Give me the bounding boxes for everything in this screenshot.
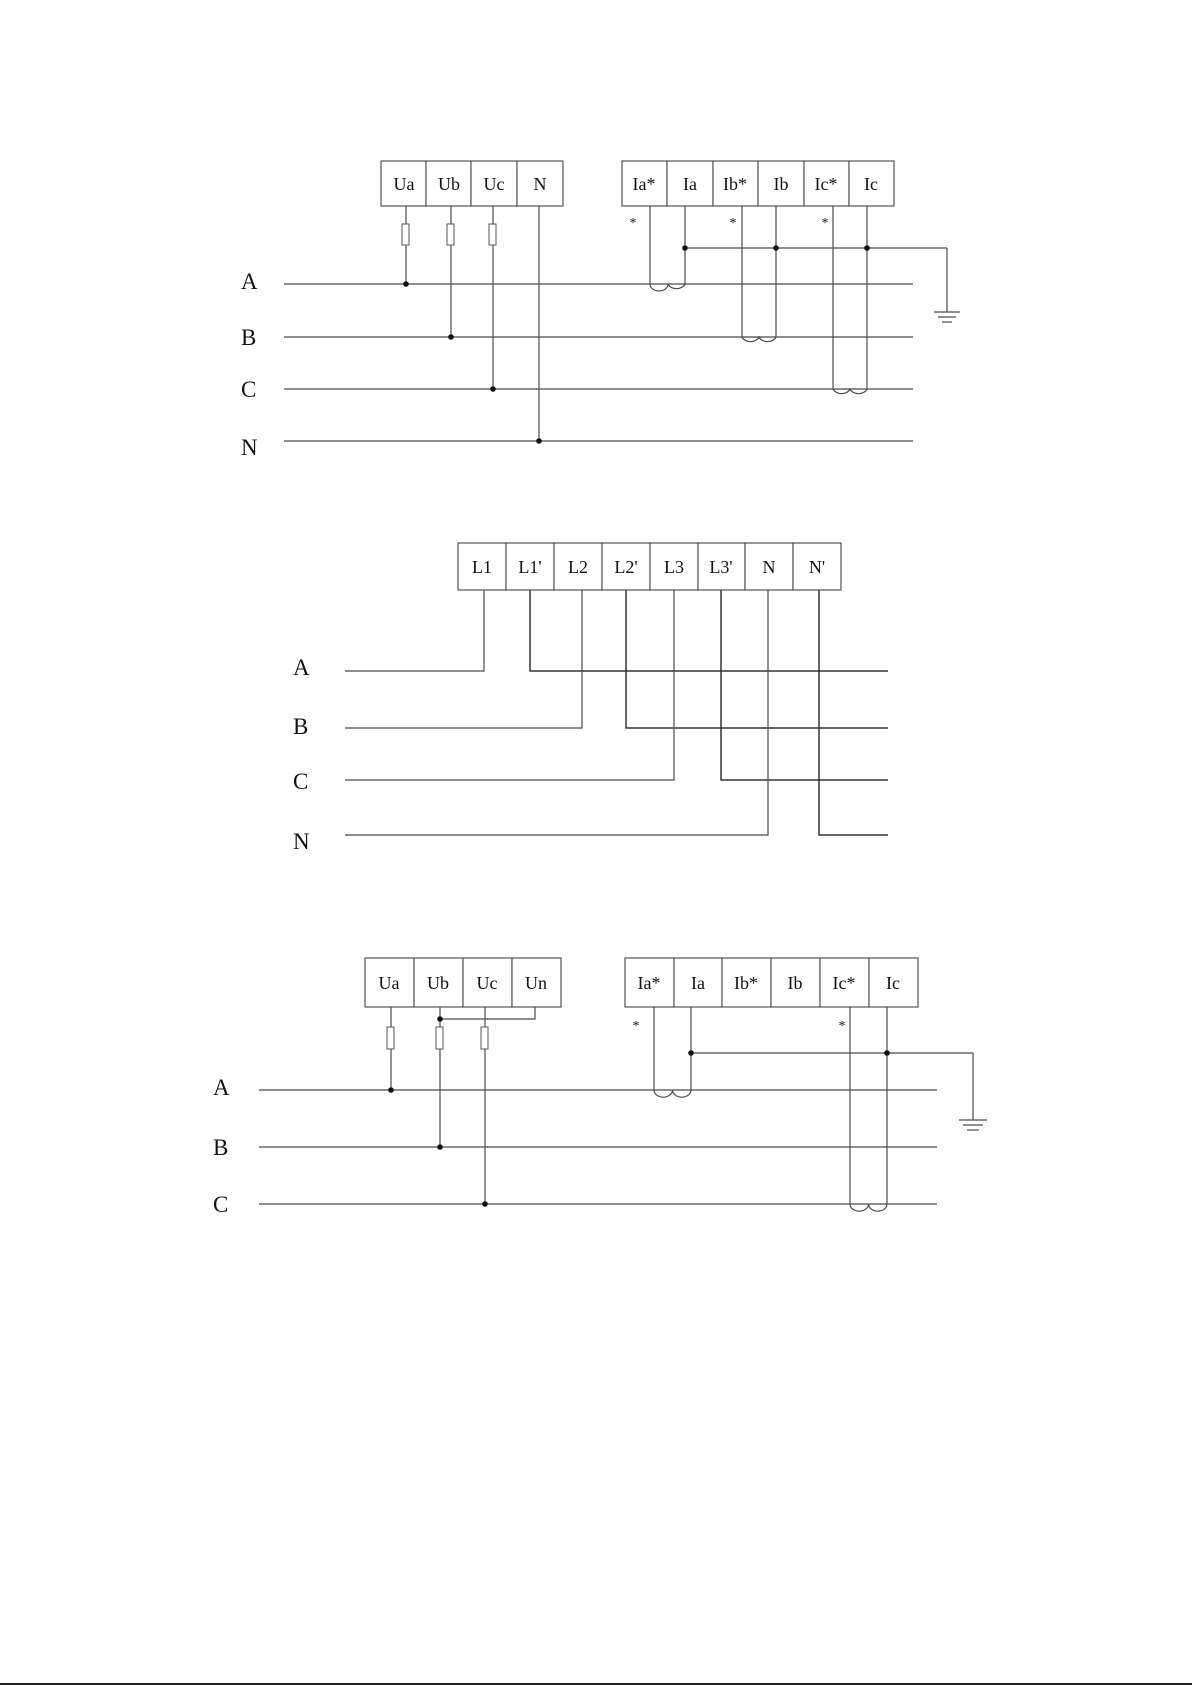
d1-line-label-c: C — [241, 377, 257, 402]
d3-terminal-label-un: Un — [525, 973, 547, 993]
d1-terminal-label-ib-star: Ib* — [723, 174, 747, 194]
d1-terminal-label-ic: Ic — [864, 174, 878, 194]
d1-terminal-label-ia-star: Ia* — [632, 174, 656, 194]
d1-fuse-icon — [447, 224, 454, 245]
d3-terminal-label-ia-star: Ia* — [637, 973, 661, 993]
d3-terminal-label-uc: Uc — [476, 973, 498, 993]
d3-terminal-label-ib: Ib — [787, 973, 803, 993]
d3-voltage-wiring — [387, 1007, 535, 1207]
d1-voltage-wiring — [402, 206, 542, 444]
d2-terminal-label-l1-prime: L1' — [518, 557, 542, 577]
diagram-1-three-phase-four-wire — [241, 161, 960, 460]
d3-fuse-icon — [436, 1027, 443, 1049]
d1-ct-coil-icon-b — [742, 337, 776, 342]
d3-terminal-label-ic-star: Ic* — [832, 973, 856, 993]
d2-line-label-n: N — [293, 829, 310, 854]
d2-line-label-c: C — [293, 769, 309, 794]
d2-terminal-label-n-prime: N' — [808, 557, 826, 577]
d3-voltage-terminal-block — [365, 958, 561, 1007]
d3-fuse-icon — [481, 1027, 488, 1049]
d1-ct-coil-icon-c — [833, 389, 867, 394]
d3-current-wiring — [633, 1007, 988, 1211]
d1-line-label-n: N — [241, 435, 258, 460]
d3-terminal-label-ua: Ua — [378, 973, 400, 993]
d3-current-terminal-block — [625, 958, 918, 1007]
d3-line-label-a: A — [213, 1075, 230, 1100]
d2-terminal-block — [458, 543, 841, 590]
d1-line-label-b: B — [241, 325, 257, 350]
d2-terminal-label-l3-prime: L3' — [709, 557, 733, 577]
diagram-3-three-phase-three-wire — [213, 958, 987, 1217]
d3-polarity-mark-c: * — [838, 1019, 846, 1034]
d1-current-wiring — [630, 206, 961, 394]
d2-terminal-label-n: N — [762, 557, 776, 577]
d1-polarity-mark-b: * — [729, 216, 737, 231]
d1-terminal-label-ic-star: Ic* — [814, 174, 838, 194]
d1-polarity-mark-a: * — [629, 216, 637, 231]
d2-terminal-label-l3: L3 — [664, 557, 684, 577]
d2-wiring — [345, 590, 888, 835]
d3-polarity-mark-a: * — [632, 1019, 640, 1034]
d3-line-label-c: C — [213, 1192, 229, 1217]
d1-voltage-terminal-block — [381, 161, 563, 206]
d3-ct-coil-icon-c — [850, 1204, 887, 1211]
d1-terminal-label-n: N — [533, 174, 547, 194]
d1-ground-icon — [934, 312, 960, 322]
d3-terminal-label-ub: Ub — [427, 973, 449, 993]
d1-ct-coil-icon-a — [650, 284, 685, 291]
d1-line-label-a: A — [241, 269, 258, 294]
d3-fuse-icon — [387, 1027, 394, 1049]
diagram-2-direct-connection — [293, 543, 888, 854]
d3-ground-icon — [959, 1120, 987, 1130]
d1-terminal-label-uc: Uc — [483, 174, 505, 194]
d1-terminal-label-ib: Ib — [773, 174, 789, 194]
d3-terminal-label-ib-star: Ib* — [734, 973, 758, 993]
d2-line-label-b: B — [293, 714, 309, 739]
d1-fuse-icon — [402, 224, 409, 245]
d3-terminal-label-ia: Ia — [691, 973, 705, 993]
d2-terminal-label-l2-prime: L2' — [614, 557, 638, 577]
d1-fuse-icon — [489, 224, 496, 245]
d2-terminal-label-l1: L1 — [472, 557, 492, 577]
d3-line-label-b: B — [213, 1135, 229, 1160]
d2-line-label-a: A — [293, 655, 310, 680]
d1-terminal-label-ia: Ia — [683, 174, 697, 194]
d1-current-terminal-block — [622, 161, 894, 206]
d1-terminal-label-ub: Ub — [438, 174, 460, 194]
d3-terminal-label-ic: Ic — [886, 973, 900, 993]
d1-polarity-mark-c: * — [821, 216, 829, 231]
d1-terminal-label-ua: Ua — [393, 174, 415, 194]
d3-ct-coil-icon-a — [654, 1090, 691, 1097]
d2-terminal-label-l2: L2 — [568, 557, 588, 577]
